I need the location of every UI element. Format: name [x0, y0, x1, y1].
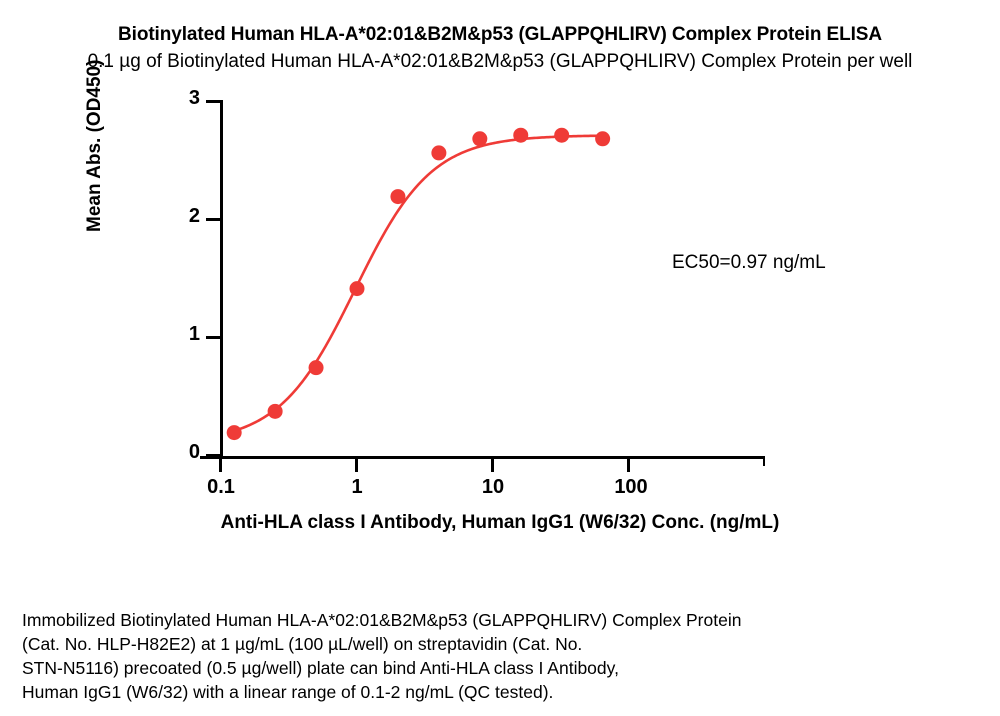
caption-line-1: Immobilized Biotinylated Human HLA-A*02:01&B2M&p53 (GLAPPQHLIRV) Complex Protein: [22, 610, 742, 630]
y-tick-label-1: 1: [188, 323, 200, 345]
fit-curve: [231, 136, 603, 432]
data-point: [513, 128, 528, 143]
x-tick-label-3: 100: [614, 476, 648, 498]
x-tick-label-2: 10: [481, 476, 505, 498]
data-point: [227, 425, 242, 440]
data-point: [350, 281, 365, 296]
x-axis-title: Anti-HLA class I Antibody, Human IgG1 (W6/32) Conc. (ng/mL): [220, 512, 780, 533]
data-point-group: [227, 128, 610, 440]
caption-line-4: Human IgG1 (W6/32) with a linear range of 0.1-2 ng/mL (QC tested).: [22, 682, 554, 702]
y-axis-title: Mean Abs. (OD450): [84, 59, 105, 232]
chart-series-layer: [0, 92, 1000, 552]
data-point: [554, 128, 569, 143]
x-tick-label-0: 0.1: [207, 476, 235, 498]
data-point: [472, 131, 487, 146]
x-tick-label-1: 1: [351, 476, 363, 498]
data-point: [595, 131, 610, 146]
data-point: [309, 360, 324, 375]
data-point: [431, 145, 446, 160]
page-title: Biotinylated Human HLA-A*02:01&B2M&p53 (GLAPPQHLIRV) Complex Protein ELISA: [118, 24, 882, 45]
chart-subtitle: 0.1 µg of Biotinylated Human HLA-A*02:01&B2M&p53 (GLAPPQHLIRV) Complex Protein per well: [87, 51, 913, 72]
y-tick-label-3: 3: [188, 87, 200, 109]
data-point: [390, 189, 405, 204]
y-tick-label-2: 2: [188, 205, 200, 227]
caption-line-3: STN-N5116) precoated (0.5 µg/well) plate can bind Anti-HLA class I Antibody,: [22, 658, 619, 678]
ec50-annotation: EC50=0.97 ng/mL: [672, 252, 826, 273]
data-point: [268, 404, 283, 419]
caption-line-2: (Cat. No. HLP-H82E2) at 1 µg/mL (100 µL/well) on streptavidin (Cat. No.: [22, 634, 583, 654]
title-block: [0, 22, 1000, 76]
figure-caption: [22, 608, 962, 704]
y-tick-label-0: 0: [188, 441, 200, 463]
